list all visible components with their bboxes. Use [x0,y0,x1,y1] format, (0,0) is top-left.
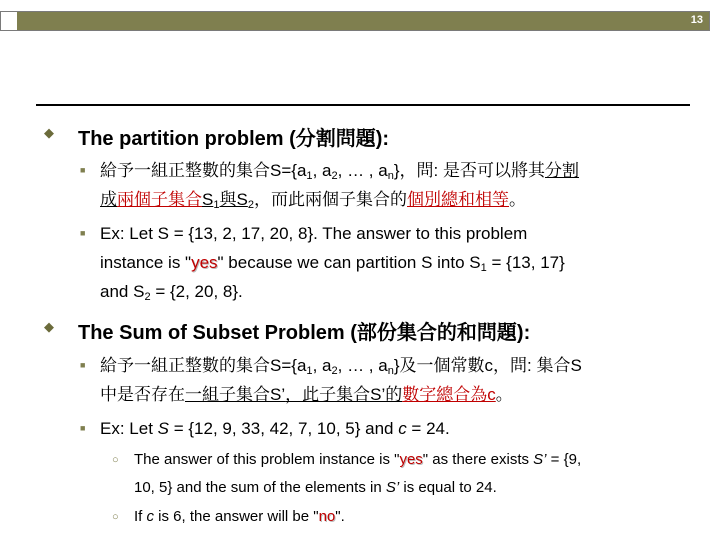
answer-line: 10, 5} and the sum of the elements in S’ is equal to 24. [134,479,497,496]
square-bullet-icon: ■ [80,228,86,238]
definition-line: 給予一組正整數的集合$S=\{a_1$, $a_2$, … , $a_n$}及一個常數c，問: 集合S [100,356,582,377]
section-title: The Sum of Subset Problem (部份集合的和問題): [78,322,531,344]
example-line: instance is "yes" because we can partition S into $S_1 = \{13$, 17} [100,253,565,274]
example-line: and $S_2 = \{2$, 20, 8}. [100,282,243,303]
hollow-circle-bullet-icon: ○ [112,454,119,466]
page-number: 13 [690,14,703,26]
divider-line [36,104,690,106]
title-bar-fill [17,12,709,30]
definition-line: 成兩個子集合$S_1$與$S_2$，而此兩個子集合的個別總和相等。 [100,190,526,211]
section-title: The partition problem (分割問題): [78,128,390,150]
hollow-circle-bullet-icon: ○ [112,511,119,523]
title-bar [0,11,710,31]
answer-yes: yes [399,451,423,468]
answer-yes: yes [191,253,218,272]
square-bullet-icon: ■ [80,423,86,433]
example-line: Ex: Let S = {12, 9, 33, 42, 7, 10, 5} and c = 24. [100,419,450,438]
square-bullet-icon: ■ [80,165,86,175]
answer-line: If c is 6, the answer will be "no". [134,508,345,525]
definition-line: 給予一組正整數的集合$S=\{a_1$, $a_2$, … , $a_n$}，問: 是否可以將其分割 [100,161,579,182]
example-line: Ex: Let S = {13, 2, 17, 20, 8}. The answer to this problem [100,224,528,243]
answer-no: no [318,508,336,525]
diamond-bullet-icon: ◆ [44,125,54,140]
diamond-bullet-icon: ◆ [44,319,54,334]
definition-line: 中是否存在一組子集合S’，此子集合S’的數字總合為c。 [100,385,513,404]
answer-line: The answer of this problem instance is "yes" as there exists S’ = {9, [134,451,582,468]
square-bullet-icon: ■ [80,360,86,370]
